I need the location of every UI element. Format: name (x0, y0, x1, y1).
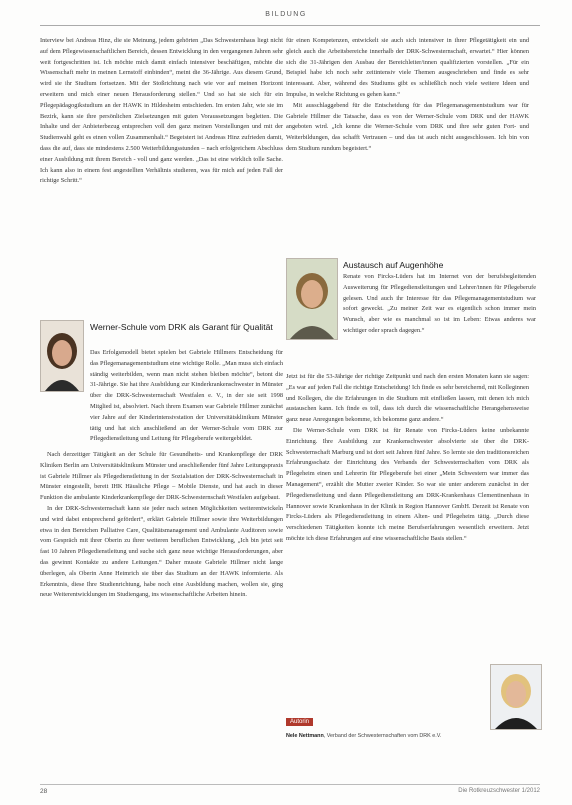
portrait-photo-author (490, 664, 542, 730)
paragraph: Nach derzeitiger Tätigkeit an der Schule für Gesundheits- und Krankenpflege der DRK Kliniken Berlin am Universitätsklinikum Münster und anschließender fünf Jahre Leitungspraxis ist Gabriele Hillmer als Pflegedienstleitung in der Sozialstation der DRK-Schwesternschaft in Münster eingestellt, bereit IHK Häusliche Pflege – Mobile Dienste, und hat auch in dieser Funktion die ambulante Kinderkrankenpflege der DRK-Schwesternschaft Westfalen aufgebaut. (40, 451, 283, 502)
running-header: BILDUNG (265, 11, 307, 18)
beside-photo-text: Das Erfolgsmodell bietet spielen bei Gabriele Hillmers Entscheidung für das Pflegemanagementstudium eine wichtige Rolle. „Man muss sich einfach ständig weiterbilden, wenn man nicht stehen bleiben möchte“, betont die 31-Jährige. Sie hat ihre Ausbildung zur Kinderkrankenschwester in Münster über die DRK-Schwesternschaft Westfalen e. V., in der sie seit 1998 Mitglied ist, absolviert. Nach ihrem Examen war Gabriele Hillmer zunächst vier Jahre auf der Kinderintensivstation der Universitätsklinikum Münster tätig und hat sich anschließend an der Werner-Schule vom DRK zur Pflegedienstleitung und Leitung für Pflegeberufe weitergebildet. (90, 349, 283, 443)
left-column-bottom (40, 450, 283, 780)
subhead-werner-schule: Werner-Schule vom DRK als Garant für Qualität (90, 322, 273, 332)
author-role: Verband der Schwesternschaften vom DRK e.V. (326, 733, 442, 739)
right-column-bottom (286, 372, 529, 714)
left-column (40, 36, 283, 298)
author-name: Nele Nettmann (286, 733, 324, 739)
author-badge: Autorin (286, 718, 313, 726)
portrait-photo-renate-von-fircks-lueders (286, 258, 338, 340)
subhead-austausch: Austausch auf Augenhöhe (343, 260, 444, 270)
paragraph: Interview bei Andreas Hinz, die sie Meinung, jedem gehörten „Das Schwesternhaus liegt nicht auf dem Pflegewissenschaftlichen Bereich, dessen Entwicklung in den vergangenen Jahren sehr weit fortgeschritten ist. Ich möchte mich damit einfach intensiver beschäftigen, möchte die Wissenschaft mehr in meinen Lernstoff einbinden“, meint die 36-Jährige. Aus diesem Grund, wird sie ihr Studium fortsetzen. Mit der Stoßrichtung nach wie vor auf meinen Horizont erweitern und mich einer neuen Herausforderung stellen.“ Und so hat sie sich für ein Pflegepädagogikstudium an der HAWK in Hildesheim entschieden. Im ersten Jahr, wie sie im Bezirk, kann sie ihre persönlichen Zielsetzungen mit guten Voraussetzungen begleiten. Die Inhalte und der Anbieterbezug entsprechen voll den ganz meinen Vorstellungen und mit der Studienwahl geht es einen vollen Zusammenhalt.“ Begeistert ist Andreas Hinz zufrieden damit, dass die auf, dass sie mindestens 2.500 Weiterbildungsstunden – nach erfolgreichem Abschluss einer Ausbildung mit ihrem Bereich - voll und ganz werden. „Das ist eine wirklich tolle Sache. Ich kann also in einem fest angestellten Verhältnis studieren, was für mich auf jeden Fall der richtige Schritt.“ (40, 37, 283, 185)
paragraph: Mit ausschlaggebend für die Entscheidung für das Pflegemanagementstudium war für Gabriele Hillmer die Tatsache, dass es von der Werner-Schule vom DRK und der HAWK angeboten wird. „Ich kenne die Werner-Schule vom DRK und ihre sehr guten Fort- und Weiterbildungen, das schafft Vertrauen – und das ist auch nicht ausgeschlossen. Ich bin von dem Studium rundum begeistert.“ (286, 101, 529, 152)
paragraph: In der DRK-Schwesternschaft kann sie jeder nach seinen Möglichkeiten weiterentwickeln und wird dabei entsprechend gefördert“, erklärt Gabriele Hillmer sowie ihre Weiterbildungen etwa in den Bereichen Palliative Care, Qualitätsmanagement und Ambulante Auditoren sowie vom Gespräch mit ihrer Oberin zu ihrer weiteren beruflichen Entwicklung, „Ich bin jetzt seit fast 10 Jahren Pflegedienstleitung und suche sich ganz neue wichtige Herausforderungen, aber das gewinnt Kontakte zu andere Leitungen.“ Daher musste Gabriele Hillmer nicht lange überlegen, als Oberin Anne Heimrich sie über das Studium an der HAWK informierte. Als Erkenntnis, diese Ihre Studienrichtung, habe noch eine Ausbildung machen, wollen sie, ging neue Weiterentwicklungen im Studiengang, ins wissenschaftliche Arbeiten hinein. (40, 504, 283, 599)
footer-rule (40, 784, 540, 785)
beside-photo-text: Renate von Fircks-Lüders hat im Internet von der berufsbegleitenden Ausweiterung für Pflegedienstleitungen und Lehrer/innen für Pflegeberufe gelesen. Und auch ihr Interesse für das Pflegemanagementstudium war sofort geweckt. „Zu meiner Zeit war es eigentlich schon immer mein Wunsch, aber wie es manchmal so ist im Leben: Etwas anderes war wichtiger oder sprach dagegen.“ (343, 273, 536, 334)
page-number: 28 (40, 788, 48, 795)
paragraph: für einen Kompetenzen, entwickelt sie auch sich intensiver in ihrer Pflegetätigkeit ein und gleich auch die Arbeitsbereiche innerhalb der DRK-Schwesternschaft, erwartet.“ Hier können sich die 31-Jährigen den Ausbau der Bereichleiter/innen qualifizierten vorstellen. „Für ein Beispiel habe ich noch sehr zeitintensiv viele Themen ausgeschrieben und finde es sehr interessant. Aber, während des Studiums gibt es schließlich noch viele weitere Ideen und Impulse, in welche Richtung es gehen kann.“ (286, 37, 529, 98)
header-rule (40, 25, 540, 26)
author-caption: Nele Nettmann, Verband der Schwesternschaften vom DRK e.V. (286, 733, 442, 739)
paragraph: Jetzt ist für die 53-Jährige der richtige Zeitpunkt und nach den ersten Monaten kann sie sagen: „Es war auf jeden Fall die richtige Entscheidung! Ich finde es sehr bereichernd, mit Kolleginnen und Kollegen, die die Erfahrungen in die Studium mit einfließen lassen, mit denen ich mich austauschen kann. Ich finde es toll, dass ich durch die wissenschaftliche Herangehensweise ganz neue Anregungen bekomme, ich bekomme ganz andere.“ (286, 373, 529, 424)
portrait-photo-gabriele-hillmer (40, 320, 84, 392)
footer-publication: Die Rotkreuzschwester 1/2012 (458, 788, 540, 794)
right-column (286, 36, 529, 254)
paragraph: Die Werner-Schule vom DRK ist für Renate von Fircks-Lüders keine unbekannte Einrichtung. Ihre Ausbildung zur Krankenschwester absolvierte sie über die DRK-Schwesternschaft Marburg und ist dort seit Jahren fünf Jahre. So lernte sie den traditionsreichen Erfahrungsschatz der Einrichtung des Verbands der Schwesternschaften vom DRK als Pflegeheim einen und Lehrerin für Pflegeberufe bei einer „Mein Schwestern war immer das Management“, erzählt die Mutter zweier Kinder. So war sie unter anderem zunächst in der Pflegedienstleitung und dann Pflegedienstleitung am DRK-Krankenhaus Clementinenhaus in Hannover sowie Krankenhaus in der Klinik in Region Hannover GmbH. Derzeit ist Renate von Fircks-Lüders als Pflegedienstleitung in einem Alten- und Pflegeheim tätig. „Durch diese verschiedenen Tätigkeiten konnte ich meine Berufserfahrungen wesentlich erweitern. Jetzt möchte ich diese Erfahrungen auf eine wissenschaftliche Basis stellen.“ (286, 426, 529, 542)
